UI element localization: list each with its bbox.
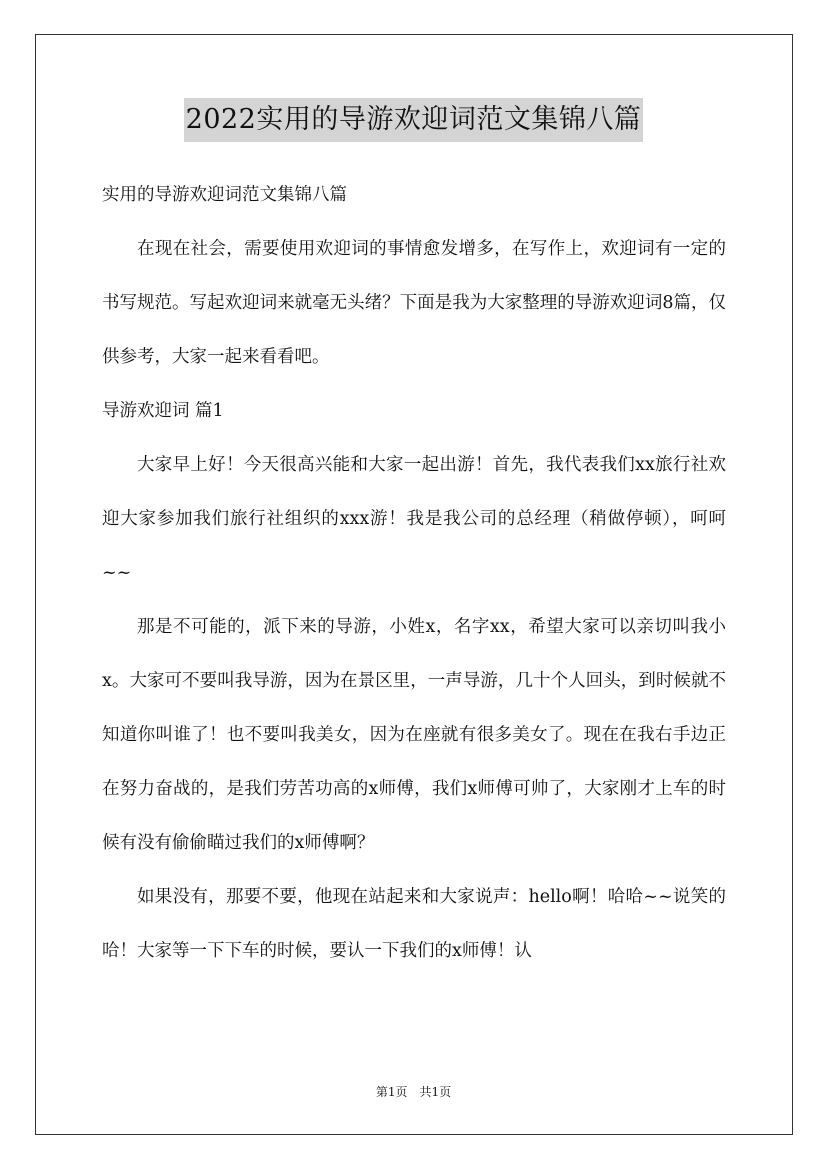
document-subtitle: 实用的导游欢迎词范文集锦八篇 — [102, 185, 347, 205]
document-title: 2022实用的导游欢迎词范文集锦八篇 — [184, 98, 644, 142]
document-body — [102, 168, 726, 978]
section-heading: 导游欢迎词 篇1 — [102, 401, 224, 421]
page-footer: 第1页 共1页 — [375, 1085, 452, 1099]
body-paragraph: 如果没有，那要不要，他现在站起来和大家说声：hello啊！哈哈~~说笑的哈！大家等一下下车的时候，要认一下我们的x师傅！认 — [102, 887, 726, 961]
body-paragraph: 那是不可能的，派下来的导游，小姓x，名字xx，希望大家可以亲切叫我小x。大家可不要叫我导游，因为在景区里，一声导游，几十个人回头，到时候就不知道你叫谁了！也不要叫我美女，因为在座就有很多美女了。现在在我右手边正在努力奋战的，是我们劳苦功高的x师傅，我们x师傅可帅了，大家刚才上车的时候有没有偷偷瞄过我们的x师傅啊？ — [102, 617, 726, 853]
title-container — [0, 98, 827, 142]
body-paragraph: 大家早上好！今天很高兴能和大家一起出游！首先，我代表我们xx旅行社欢迎大家参加我们旅行社组织的xxx游！我是我公司的总经理（稍做停顿），呵呵~~ — [102, 455, 726, 583]
intro-paragraph: 在现在社会，需要使用欢迎词的事情愈发增多，在写作上，欢迎词有一定的书写规范。写起欢迎词来就毫无头绪？下面是我为大家整理的导游欢迎词8篇，仅供参考，大家一起来看看吧。 — [102, 239, 726, 367]
